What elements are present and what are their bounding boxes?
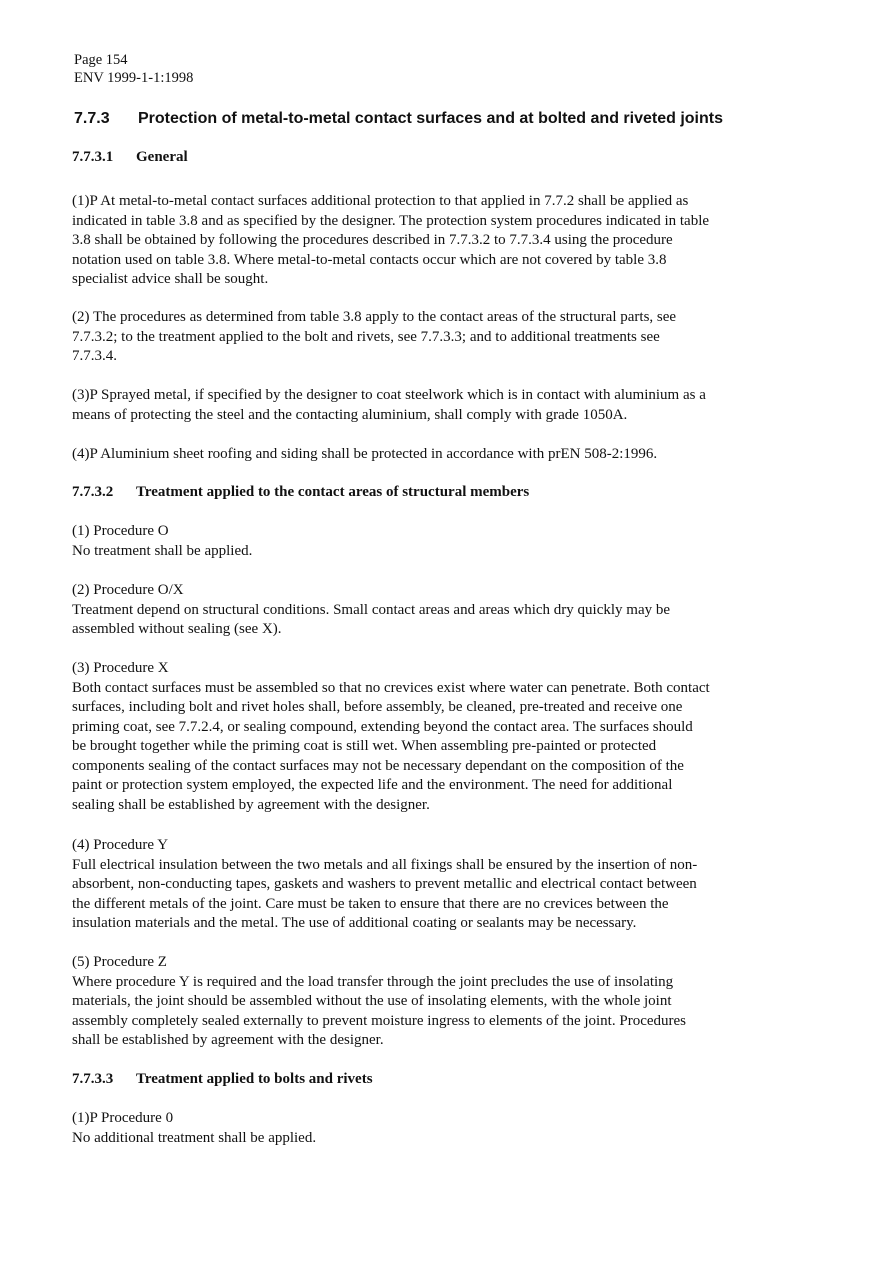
text-line: means of protecting the steel and the contacting aluminium, shall comply with grade 1050A. [72,406,628,423]
subsection-heading-bolts-rivets [72,1071,373,1088]
paragraph-procedure-z [72,953,802,1051]
subsection-title: Treatment applied to bolts and rivets [136,1071,373,1087]
text-line: Both contact surfaces must be assembled so that no crevices exist where water can penetrate. Both contact [72,679,710,696]
paragraph-procedure-o [72,522,802,561]
paragraph-general-4 [72,445,802,465]
subsection-number: 7.7.3.3 [72,1071,114,1087]
paragraph-procedure-ox [72,581,802,640]
text-line: (3)P Sprayed metal, if specified by the designer to coat steelwork which is in contact with aluminium as a [72,387,706,403]
text-line: (2) The procedures as determined from table 3.8 apply to the contact areas of the structural parts, see [72,309,677,325]
section-number: 7.7.3 [74,110,110,127]
standard-reference: ENV 1999-1-1:1998 [74,70,194,86]
text-line: shall be established by agreement with the designer. [72,1032,384,1048]
text-line: assembly completely sealed externally to prevent moisture ingress to elements of the joint. Procedures [72,1012,686,1029]
text-line: (1)P At metal-to-metal contact surfaces additional protection to that applied in 7.7.2 shall be applied as [72,193,689,209]
text-line: (2) Procedure O/X [72,582,184,598]
text-line: paint or protection system employed, the expected life and the environment. The need for additional [72,777,673,793]
text-line: indicated in table 3.8 and as specified by the designer. The protection system procedures indicated in table [72,212,710,229]
subsection-title: General [136,149,188,165]
text-line: 7.7.3.4. [72,348,117,364]
text-line: priming coat, see 7.7.2.4, or sealing compound, extending beyond the contact area. The surfaces should [72,718,693,735]
paragraph-procedure-y [72,836,802,934]
subsection-number: 7.7.3.2 [72,484,114,500]
text-line: (4) Procedure Y [72,837,169,853]
section-heading [74,110,723,128]
text-line: the different metals of the joint. Care must be taken to ensure that there are no crevices between the [72,895,669,912]
page-number: Page 154 [74,52,128,68]
text-line: be brought together while the priming coat is still wet. When assembling pre-painted or protected [72,738,657,754]
text-line: Where procedure Y is required and the load transfer through the joint precludes the use of insolating [72,973,674,990]
text-line: Full electrical insulation between the two metals and all fixings shall be ensured by the insertion of non- [72,856,698,873]
paragraph-general-3 [72,386,802,425]
paragraph-procedure-x [72,659,802,815]
text-line: sealing shall be established by agreement with the designer. [72,796,430,813]
text-line: insulation materials and the metal. The use of additional coating or sealants may be necessary. [72,915,637,931]
subsection-number: 7.7.3.1 [72,149,114,165]
text-line: 7.7.3.2; to the treatment applied to the bolt and rivets, see 7.7.3.3; and to additional treatments see [72,328,660,345]
text-line: surfaces, including bolt and rivet holes shall, before assembly, be cleaned, pre-treated and receive one [72,699,683,715]
text-line: No additional treatment shall be applied. [72,1129,317,1146]
text-line: 3.8 shall be obtained by following the procedures described in 7.7.3.2 to 7.7.3.4 using the procedure [72,232,673,248]
text-line: absorbent, non-conducting tapes, gaskets and washers to prevent metallic and electrical contact between [72,876,697,892]
section-title: Protection of metal-to-metal contact surfaces and at bolted and riveted joints [138,110,723,127]
subsection-heading-general [72,149,188,166]
text-line: Treatment depend on structural conditions. Small contact areas and areas which dry quickly may be [72,601,671,618]
text-line: specialist advice shall be sought. [72,271,269,287]
text-line: (3) Procedure X [72,660,169,676]
text-line: (1)P Procedure 0 [72,1110,174,1126]
text-line: notation used on table 3.8. Where metal-to-metal contacts occur which are not covered by table 3.8 [72,251,667,268]
paragraph-bolts-procedure-0 [72,1109,802,1148]
text-line: (1) Procedure O [72,523,169,539]
subsection-title: Treatment applied to the contact areas of structural members [136,484,530,500]
text-line: (5) Procedure Z [72,954,167,970]
text-line: components sealing of the contact surfaces may not be necessary dependant on the composition of the [72,757,684,774]
text-line: (4)P Aluminium sheet roofing and siding shall be protected in accordance with prEN 508-2:1996. [72,446,658,462]
subsection-heading-contact-areas [72,484,529,501]
paragraph-general-2 [72,308,802,367]
paragraph-general-1 [72,192,802,290]
text-line: assembled without sealing (see X). [72,621,282,637]
text-line: No treatment shall be applied. [72,542,253,559]
text-line: materials, the joint should be assembled without the use of insolating elements, with the whole joint [72,993,672,1009]
